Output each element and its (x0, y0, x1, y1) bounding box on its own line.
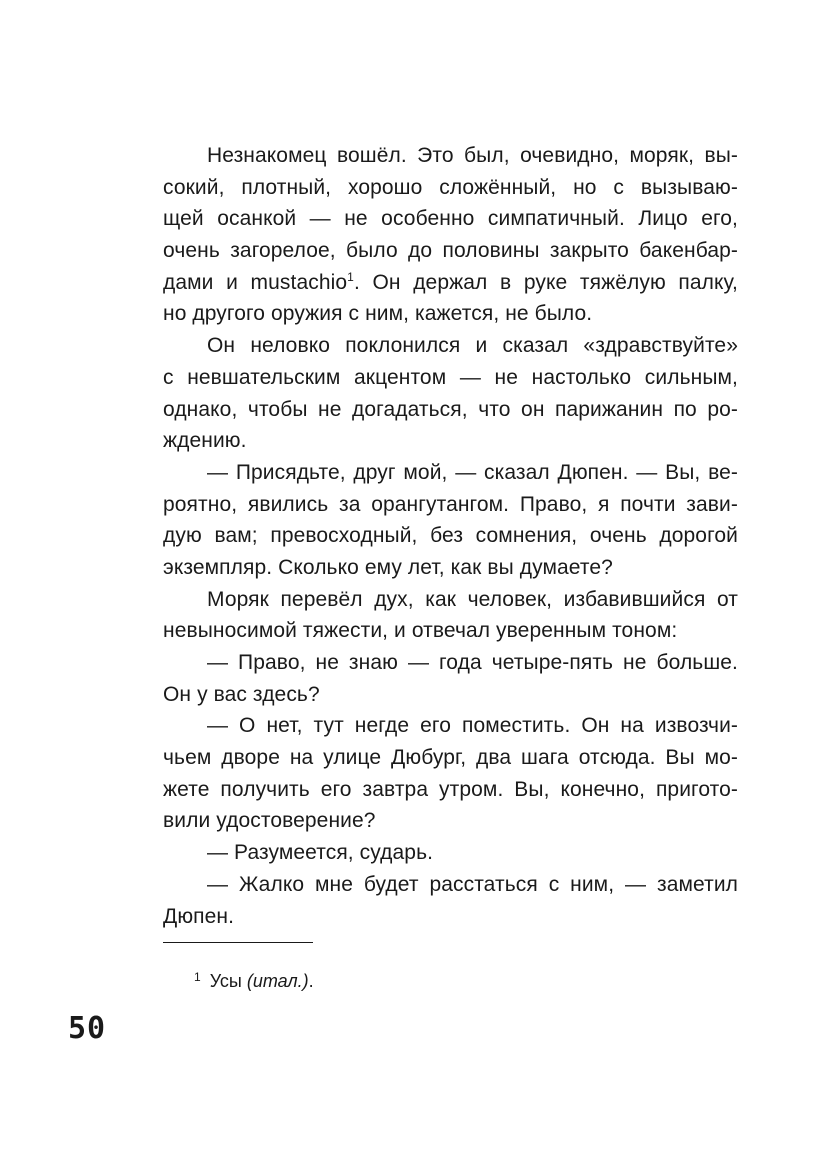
text-line-content: экземпляр. Сколько ему лет, как вы думаете? (163, 555, 613, 579)
text-line-content: невыносимой тяжести, и отвечал уверенным тоном: (163, 619, 678, 643)
text-line-content: — Жалко мне будет расстаться с ним, — заметил (207, 872, 738, 896)
text-line-content: — Присядьте, друг мой, — сказал Дюпен. — Вы, ве- (207, 460, 738, 484)
text-line (163, 774, 738, 806)
text-line-content: Незнакомец вошёл. Это был, очевидно, моряк, вы- (207, 144, 738, 167)
text-line (163, 425, 738, 457)
text-line (163, 615, 738, 647)
footnote-reference: 1 (347, 269, 354, 284)
text-line-content: Дюпен. (163, 904, 235, 928)
footnote-italic: (итал.) (246, 971, 309, 991)
text-line-content: роятно, явились за орангутангом. Право, я почти зави- (163, 492, 738, 516)
text-line-content: Моряк перевёл дух, как человек, избавившийся от (207, 587, 738, 611)
text-line-content: — Разумеется, сударь. (207, 841, 434, 865)
text-line (163, 710, 738, 742)
text-line (163, 267, 738, 299)
text-line-content: чьем дворе на улице Дюбург, два шага отсюда. Вы мо- (163, 746, 738, 770)
text-line-content: с невшательским акцентом — не настолько сильным, (163, 365, 738, 389)
text-line (163, 235, 738, 267)
footnote-mark: 1 (194, 970, 201, 984)
text-line-content: — Право, не знаю — года четыре-пять не больше. (207, 651, 738, 674)
text-line-content: вили удостоверение? (163, 809, 376, 833)
page-number: 50 (68, 1011, 107, 1046)
text-line (163, 140, 738, 172)
text-line (163, 489, 738, 521)
text-line-content: Он у вас здесь? (163, 682, 320, 706)
text-line-content: ждению. (163, 429, 247, 453)
text-line-content: дую вам; превосходный, без сомнения, очень дорогой (163, 524, 738, 548)
text-line (163, 742, 738, 774)
footnote (194, 966, 314, 992)
text-line (163, 457, 738, 489)
footnote-end: . (308, 971, 314, 991)
text-line-content: — О нет, тут негде его поместить. Он на извозчи- (207, 714, 738, 738)
text-line (163, 203, 738, 235)
text-line (163, 584, 738, 616)
text-line-content: дами и mustachio (163, 270, 348, 294)
text-line-content: однако, чтобы не догадаться, что он парижанин по ро- (163, 397, 738, 421)
text-line (163, 869, 738, 901)
footnote-rule (163, 942, 313, 943)
text-line (163, 679, 738, 711)
text-line-content: очень загорелое, было до половины закрыто бакенбар- (163, 239, 738, 263)
text-line (163, 394, 738, 426)
text-line (163, 298, 738, 330)
text-line-content: но другого оружия с ним, кажется, не было. (163, 302, 593, 326)
text-line (163, 647, 738, 679)
text-line (163, 172, 738, 204)
text-line-content: Он неловко поклонился и сказал «здравствуйте» (207, 334, 738, 358)
text-line (163, 837, 738, 869)
text-line (163, 362, 738, 394)
footnote-text: Усы (209, 971, 247, 991)
text-line (163, 552, 738, 584)
text-line (163, 901, 738, 933)
text-line-content: жете получить его завтра утром. Вы, конечно, пригото- (163, 777, 738, 801)
text-line-content: сокий, плотный, хорошо сложённый, но с вызываю- (163, 175, 738, 199)
text-line (163, 330, 738, 362)
text-line (163, 520, 738, 552)
text-line-content: щей осанкой — не особенно симпатичный. Лицо его, (163, 207, 738, 231)
text-line (163, 805, 738, 837)
main-text-block (163, 140, 738, 932)
text-line-continuation: . Он держал в руке тяжёлую палку, (353, 270, 738, 294)
